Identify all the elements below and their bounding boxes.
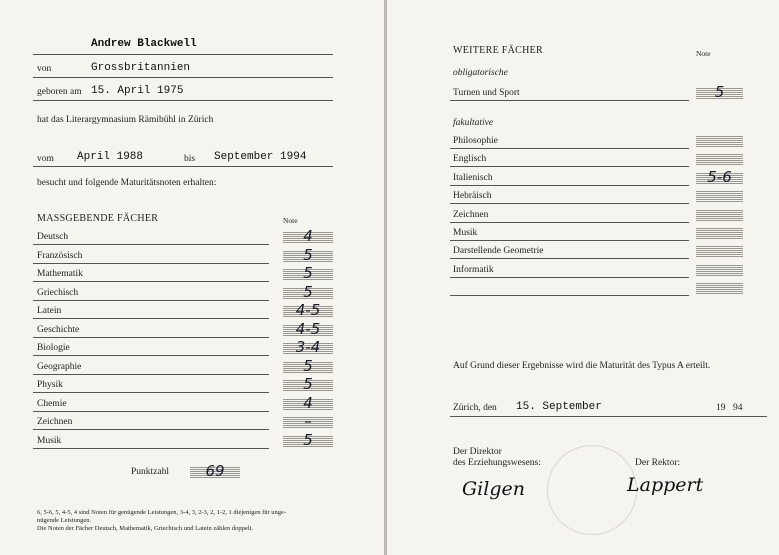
footnote-line-3: Die Noten der Fächer Deutsch, Mathematik, Griechisch und Latein zählen doppelt. [37, 525, 254, 532]
left-page [0, 0, 384, 555]
grade-box [696, 209, 743, 222]
official-seal [547, 445, 637, 535]
subject-grade: 4-5 [295, 319, 321, 338]
grade-box [696, 282, 743, 295]
subject-grade: 5 [303, 356, 313, 375]
subject-grade: 4 [303, 227, 313, 245]
subject-name: Deutsch [37, 232, 69, 242]
subject-name: Zeichnen [453, 209, 489, 220]
from-label: von [37, 64, 52, 74]
from-date: April 1988 [77, 151, 144, 163]
subject-grade: 5-6 [707, 167, 732, 186]
born-label: geboren am [37, 87, 82, 97]
grade-box [283, 375, 333, 393]
subject-grade: 4-5 [295, 301, 321, 319]
result-text: Auf Grund dieser Ergebnisse wird die Maturität des Typus A erteilt. [453, 361, 711, 371]
grade-box [283, 264, 333, 282]
points-label: Punktzahl [131, 467, 169, 477]
obligatory-label: obligatorische [453, 68, 508, 78]
grade-box [283, 393, 333, 412]
points-box [190, 462, 240, 480]
subject-grade: 3-4 [295, 338, 321, 356]
grade-box [283, 227, 333, 245]
subject-grade: 5 [714, 83, 725, 101]
grade-box [283, 412, 333, 430]
subject-name: Biologie [37, 343, 70, 353]
subject-name: Geographie [37, 361, 82, 372]
subject-name: Englisch [453, 154, 487, 165]
subject-name: Griechisch [37, 287, 79, 298]
points-value: 69 [205, 462, 225, 480]
subject-name: Geschichte [37, 324, 80, 335]
rector-signature: Lappert [627, 474, 704, 496]
subject-name: Mathematik [37, 269, 83, 279]
birth-date: 15. April 1975 [91, 85, 184, 97]
subject-grade: 5 [303, 282, 313, 301]
to-date: September 1994 [214, 151, 307, 163]
year-suffix: 94 [733, 403, 743, 413]
optional-label: fakultative [453, 118, 494, 128]
grade-box [283, 301, 333, 319]
student-name: Andrew Blackwell [91, 38, 197, 50]
footnote-line-1: 6, 5-6, 5, 4-5, 4 sind Noten für genügende Leistungen, 3-4, 3, 2-3, 2, 1-2, 1 diejenigen für unge- [37, 509, 287, 516]
grade-box [283, 282, 333, 301]
grade-box [696, 153, 743, 166]
subject-name: Musik [453, 228, 478, 238]
right-page [387, 0, 779, 555]
visited-text: besucht und folgende Maturitätsnoten erhalten: [37, 178, 217, 188]
subject-grade: – [304, 412, 312, 430]
note-header-right: Note [696, 49, 711, 58]
grade-box [696, 135, 743, 148]
main-subjects-title: MASSGEBENDE FÄCHER [37, 213, 159, 224]
issue-date: 15. September [516, 401, 602, 413]
subject-grade: 5 [303, 264, 313, 282]
subject-name: Darstellende Geometrie [453, 246, 544, 257]
subject-grade: 5 [303, 245, 313, 264]
place-label: Zürich, den [453, 403, 497, 413]
origin-value: Grossbritannien [91, 62, 191, 74]
subject-name: Italienisch [453, 172, 493, 183]
subject-name: Physik [37, 380, 63, 390]
year-prefix: 19 [716, 403, 726, 413]
director-label-2: des Erziehungswesens: [453, 458, 541, 468]
from-date-label: vom [37, 154, 54, 164]
grade-box [696, 190, 743, 203]
subject-name: Musik [37, 435, 62, 446]
grade-box [696, 227, 743, 240]
subject-grade: 5 [303, 375, 313, 393]
grade-box [696, 264, 743, 277]
other-subjects-title: WEITERE FÄCHER [453, 45, 544, 56]
subject-grade: 4 [303, 393, 313, 412]
note-header: Note [283, 216, 298, 225]
subject-grade: 5 [303, 430, 313, 449]
grade-box [283, 319, 333, 338]
subject-name: Latein [37, 306, 62, 316]
grade-box [696, 245, 743, 258]
subject-name: Chemie [37, 398, 67, 409]
grade-box [696, 167, 743, 186]
subject-name: Zeichnen [37, 417, 73, 427]
director-signature: Gilgen [462, 478, 525, 500]
school-text: hat das Literargymnasium Rämibühl in Zürich [37, 115, 214, 125]
subject-name: Hebräisch [453, 191, 492, 202]
grade-box [283, 356, 333, 375]
rector-label: Der Rektor: [635, 458, 681, 468]
director-label-1: Der Direktor [453, 447, 502, 457]
subject-name: Turnen und Sport [453, 88, 520, 98]
to-label: bis [184, 154, 196, 164]
grade-box [283, 245, 333, 264]
grade-box [283, 338, 333, 356]
grade-box [696, 83, 743, 101]
subject-name: Informatik [453, 264, 494, 275]
footnote-line-2: nügende Leistungen. [37, 517, 92, 524]
grade-box [283, 430, 333, 449]
subject-name: Philosophie [453, 136, 498, 146]
subject-name: Französisch [37, 250, 83, 261]
